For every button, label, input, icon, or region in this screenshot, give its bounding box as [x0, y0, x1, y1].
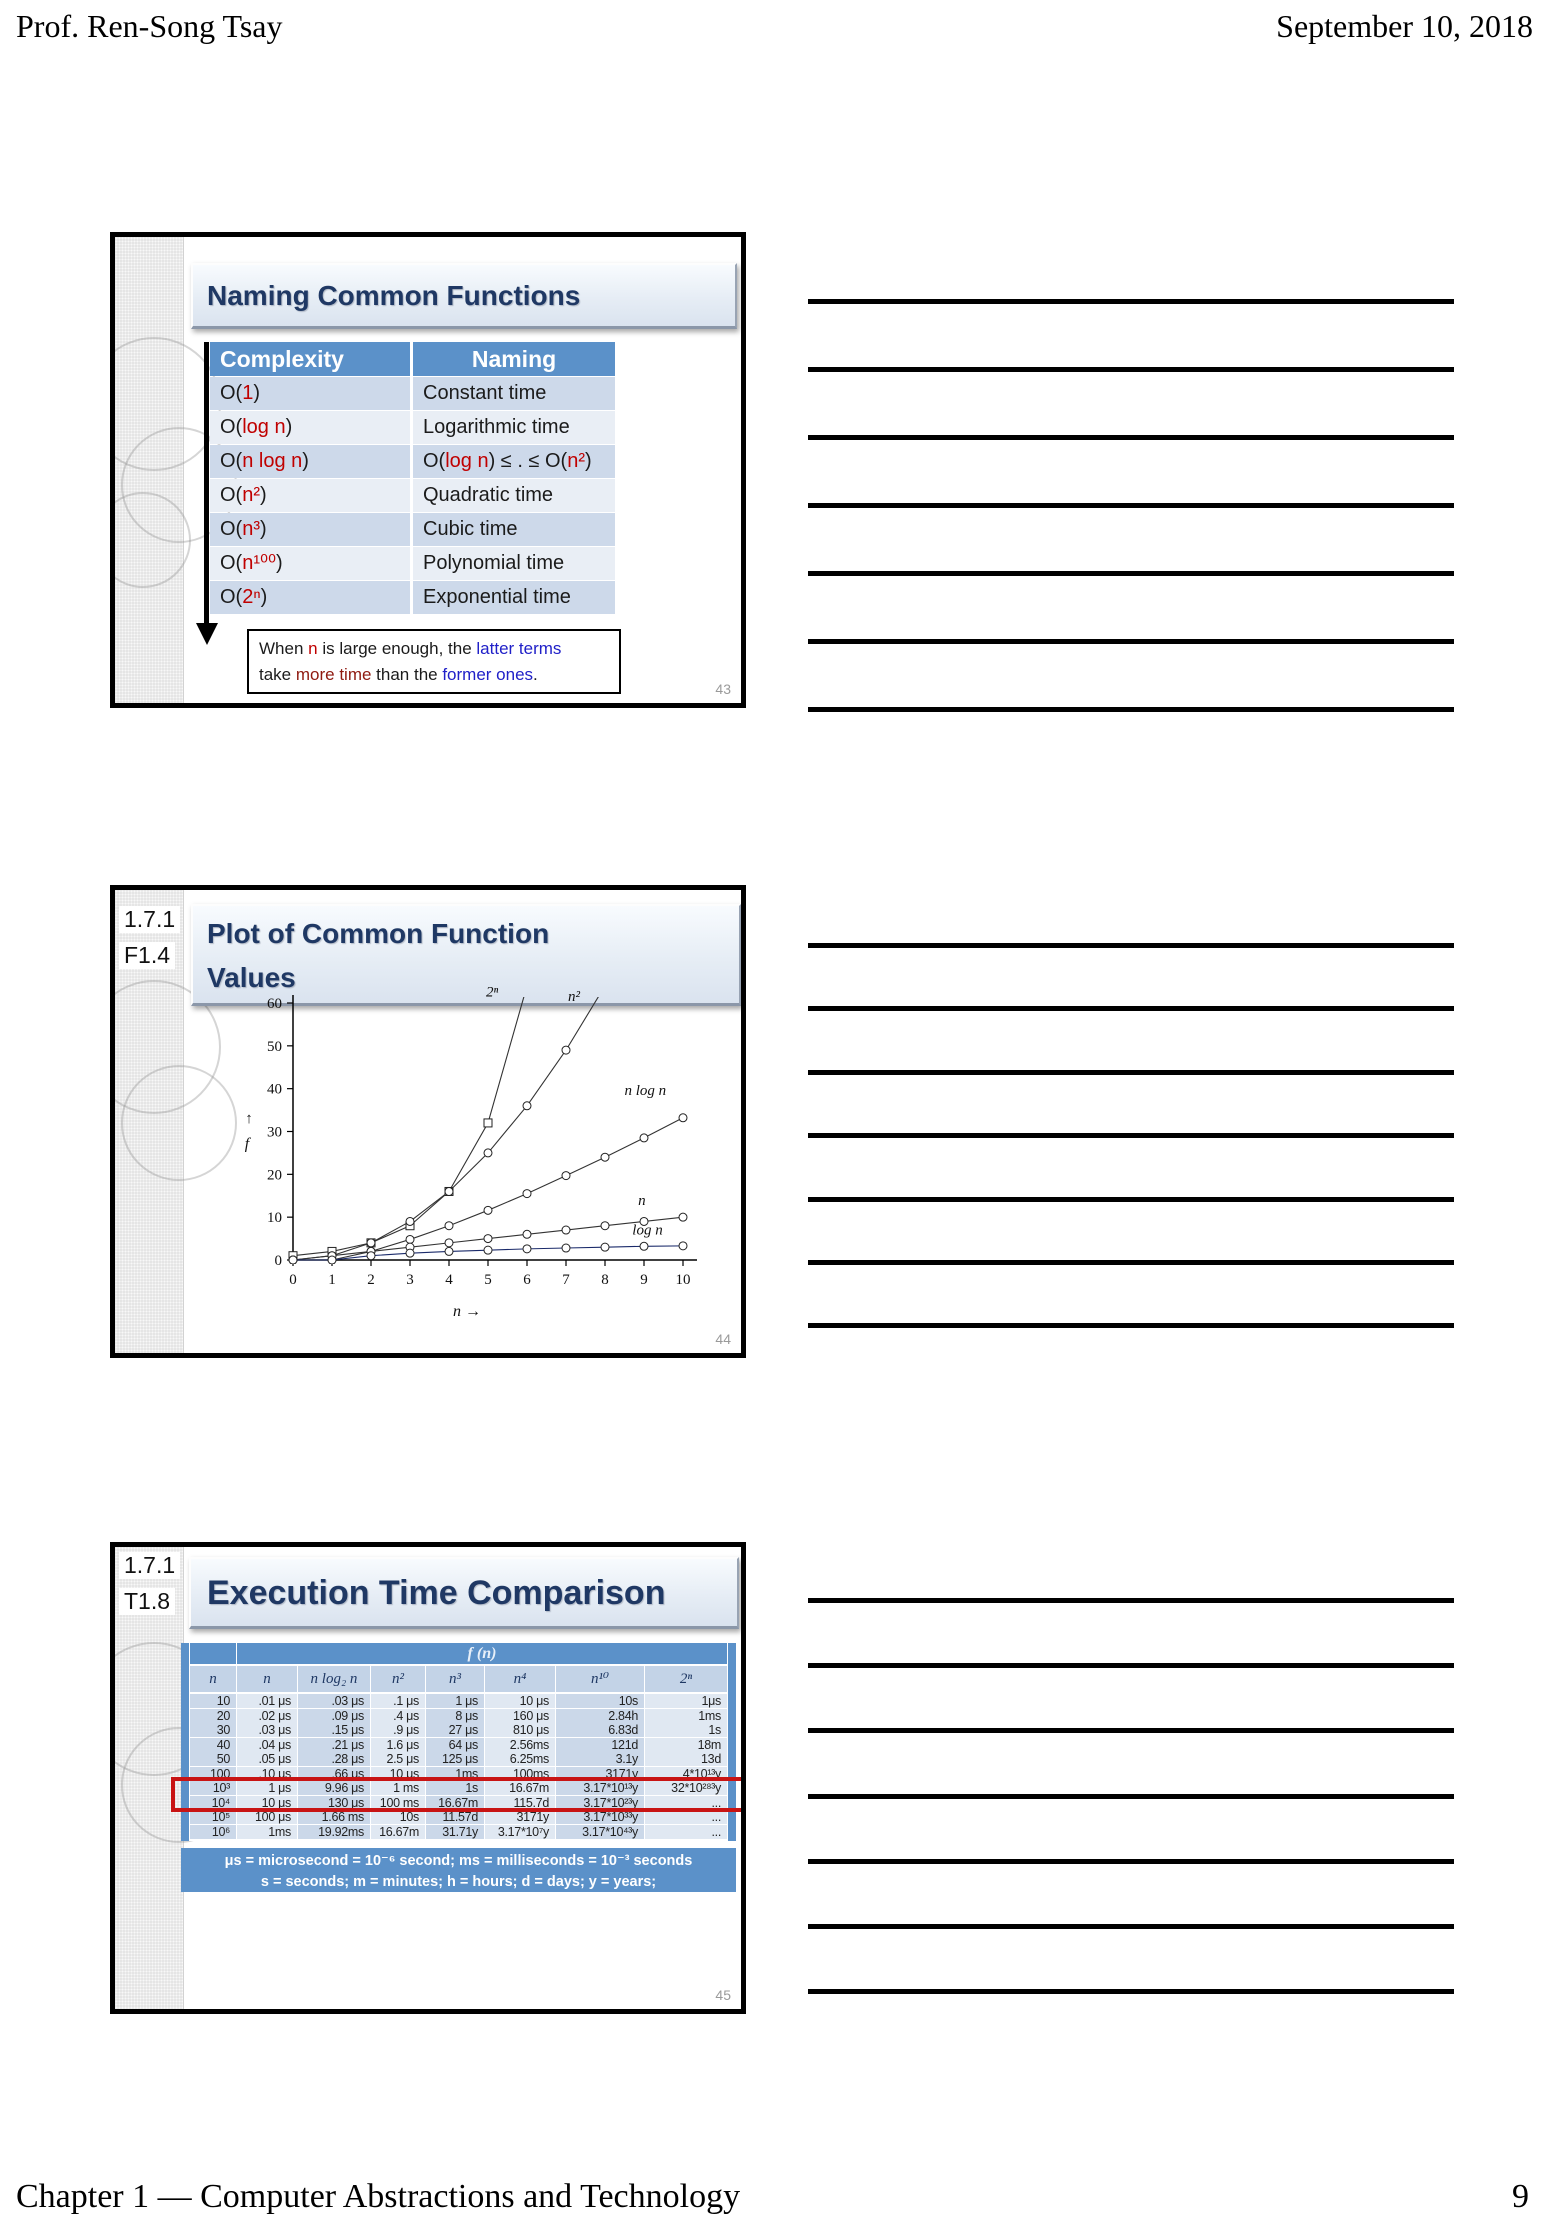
note-line — [808, 1260, 1454, 1265]
data-cell: 50 — [190, 1752, 236, 1766]
text-segment: Exponential time — [423, 586, 571, 608]
svg-text:5: 5 — [484, 1272, 492, 1288]
data-cell: .28 μs — [298, 1752, 370, 1766]
complexity-cell — [210, 513, 410, 546]
data-cell: 3.17*10³³y — [556, 1810, 644, 1824]
column-header: n³ — [426, 1666, 484, 1692]
data-cell: 3.17*10²³y — [556, 1796, 644, 1810]
note-line — [808, 639, 1454, 644]
data-cell: 121d — [556, 1738, 644, 1752]
text-segment: Logarithmic time — [423, 416, 570, 438]
naming-cell — [413, 411, 615, 444]
text-segment: . — [533, 664, 538, 684]
text-segment: O( — [220, 416, 243, 438]
text-segment: take — [259, 664, 296, 684]
note-line — [808, 1006, 1454, 1011]
data-cell: 16.67m — [485, 1781, 555, 1795]
column-header: n² — [371, 1666, 425, 1692]
data-cell: ... — [645, 1796, 727, 1810]
data-cell: ... — [645, 1825, 727, 1839]
page-header-author: Prof. Ren-Song Tsay — [16, 8, 283, 44]
svg-text:↑: ↑ — [245, 1110, 253, 1127]
data-cell: 19.92ms — [298, 1825, 370, 1839]
text-segment: n log n — [242, 450, 303, 472]
note-line — [808, 943, 1454, 948]
data-cell: 3171y — [556, 1767, 644, 1781]
data-cell: 3171y — [485, 1810, 555, 1824]
data-cell: 8 μs — [426, 1709, 484, 1723]
svg-text:f: f — [244, 1135, 250, 1153]
svg-text:20: 20 — [267, 1167, 282, 1184]
data-cell: 115.7d — [485, 1796, 555, 1810]
column-header: n — [190, 1666, 236, 1692]
text-segment: log n — [445, 450, 489, 472]
text-segment: ) — [585, 450, 592, 472]
text-segment: 1 — [242, 382, 254, 404]
svg-text:6: 6 — [523, 1272, 531, 1288]
note-line — [808, 1728, 1454, 1733]
data-cell: 1s — [426, 1781, 484, 1795]
svg-text:40: 40 — [267, 1081, 282, 1098]
data-cell: 13d — [645, 1752, 727, 1766]
note-line — [808, 1989, 1454, 1994]
svg-text:30: 30 — [267, 1124, 282, 1141]
data-cell: 6.25ms — [485, 1752, 555, 1766]
text-segment: ) — [260, 484, 267, 506]
column-header: n⁴ — [485, 1666, 555, 1692]
data-cell: 40 — [190, 1738, 236, 1752]
data-cell: 27 μs — [426, 1723, 484, 1737]
naming-cell — [413, 547, 615, 580]
svg-text:n →: n → — [453, 1303, 481, 1320]
svg-text:9: 9 — [640, 1272, 648, 1288]
data-cell: 10s — [556, 1694, 644, 1708]
data-cell: 10 μs — [485, 1694, 555, 1708]
slide3-title: Execution Time Comparison — [189, 1557, 739, 1629]
complexity-cell — [210, 581, 410, 614]
series-label: n² — [567, 988, 580, 1005]
naming-cell — [413, 581, 615, 614]
column-header: n log₂ n — [298, 1666, 370, 1692]
data-cell: 20 — [190, 1709, 236, 1723]
units-footnote — [181, 1848, 736, 1892]
data-cell: 10⁵ — [190, 1810, 236, 1824]
note-box — [247, 629, 621, 694]
svg-text:10: 10 — [267, 1210, 282, 1227]
section-tag: 1.7.1 — [119, 906, 180, 933]
slide-sidebar-decoration — [115, 237, 184, 703]
complexity-cell — [210, 445, 410, 478]
data-cell: 100 ms — [371, 1796, 425, 1810]
units-footnote-line1: μs = microsecond = 10⁻⁶ second; ms = milliseconds = 10⁻³ seconds — [224, 1853, 693, 1869]
complexity-cell — [210, 547, 410, 580]
note-line — [808, 1133, 1454, 1138]
text-segment: ) — [302, 450, 309, 472]
series-label: log n — [632, 1222, 663, 1239]
series-label: n — [638, 1193, 646, 1210]
text-segment: O( — [220, 382, 243, 404]
text-segment: 2ⁿ — [242, 586, 261, 608]
data-cell: 10 μs — [237, 1796, 297, 1810]
data-cell: 100 — [190, 1767, 236, 1781]
data-cell: 64 μs — [426, 1738, 484, 1752]
text-segment: than the — [371, 664, 443, 684]
note-line — [808, 299, 1454, 304]
text-segment: O( — [220, 518, 243, 540]
svg-text:1: 1 — [328, 1272, 336, 1288]
data-cell: 3.17*10⁴³y — [556, 1825, 644, 1839]
note-line — [808, 1859, 1454, 1864]
note-line — [808, 435, 1454, 440]
text-segment: Polynomial time — [423, 552, 565, 574]
note-line — [808, 1323, 1454, 1328]
table-tag: T1.8 — [119, 1588, 175, 1615]
text-segment: Constant time — [423, 382, 547, 404]
data-cell: .02 μs — [237, 1709, 297, 1723]
note-line — [808, 367, 1454, 372]
decorative-circle — [121, 1065, 237, 1181]
note-line — [808, 571, 1454, 576]
data-cell: 125 μs — [426, 1752, 484, 1766]
table-header-naming: Naming — [413, 342, 615, 376]
page-header-date: September 10, 2018 — [1276, 8, 1533, 44]
slide-number: 45 — [715, 1987, 731, 2003]
data-cell: 6.83d — [556, 1723, 644, 1737]
figure-tag: F1.4 — [119, 942, 175, 969]
text-segment: O( — [423, 450, 446, 472]
text-segment: ) — [260, 518, 267, 540]
data-cell: 18m — [645, 1738, 727, 1752]
slide-number: 43 — [715, 681, 731, 697]
section-tag: 1.7.1 — [119, 1552, 180, 1579]
data-cell: 2.5 μs — [371, 1752, 425, 1766]
column-header: n¹⁰ — [556, 1666, 644, 1692]
note-line — [808, 1197, 1454, 1202]
text-segment: O( — [220, 552, 243, 574]
fn-band-label: f (n) — [237, 1643, 727, 1664]
units-footnote-line2: s = seconds; m = minutes; h = hours; d = days; y = years; — [260, 1874, 657, 1891]
column-header: n — [237, 1666, 297, 1692]
data-cell: .4 μs — [371, 1709, 425, 1723]
slide-plot-of-common-function-values — [110, 885, 746, 1358]
note-line — [808, 1924, 1454, 1929]
data-cell: 2.84h — [556, 1709, 644, 1723]
data-cell: 1ms — [237, 1825, 297, 1839]
svg-text:60: 60 — [267, 996, 282, 1012]
text-segment: log n — [242, 416, 286, 438]
data-cell: .15 μs — [298, 1723, 370, 1737]
fn-band-blank — [190, 1643, 236, 1664]
text-segment: Cubic time — [423, 518, 518, 540]
page-footer-number: 9 — [1512, 2178, 1529, 2215]
note-line — [808, 707, 1454, 712]
note-line — [808, 1663, 1454, 1668]
page-footer-chapter: Chapter 1 — Computer Abstractions and Technology — [16, 2178, 741, 2215]
text-segment: ) — [253, 382, 261, 404]
data-cell: .01 μs — [237, 1694, 297, 1708]
data-cell: 1ms — [645, 1709, 727, 1723]
data-cell: 16.67m — [426, 1796, 484, 1810]
text-segment: When — [259, 639, 309, 658]
data-cell: 1.6 μs — [371, 1738, 425, 1752]
svg-text:8: 8 — [601, 1272, 609, 1288]
slide-execution-time-comparison — [110, 1542, 746, 2014]
data-cell: 1.66 ms — [298, 1810, 370, 1824]
note-line — [808, 503, 1454, 508]
complexity-naming-table — [210, 342, 615, 614]
data-cell: 10s — [371, 1810, 425, 1824]
text-segment: latter terms — [476, 639, 562, 658]
data-cell: .09 μs — [298, 1709, 370, 1723]
data-cell: 9.96 μs — [298, 1781, 370, 1795]
data-cell: .04 μs — [237, 1738, 297, 1752]
note-line — [808, 1598, 1454, 1603]
data-cell: 30 — [190, 1723, 236, 1737]
slide-number: 44 — [715, 1331, 731, 1347]
complexity-cell — [210, 479, 410, 512]
data-cell: 3.1y — [556, 1752, 644, 1766]
svg-text:50: 50 — [267, 1038, 282, 1055]
text-segment: n¹⁰⁰ — [242, 552, 277, 574]
note-line — [808, 1070, 1454, 1075]
data-cell: 1ms — [426, 1767, 484, 1781]
data-cell: 32*10²⁸³y — [645, 1781, 727, 1795]
data-cell: 160 μs — [485, 1709, 555, 1723]
text-segment: ) — [260, 586, 268, 608]
text-segment: ) ≤ . ≤ O( — [488, 450, 568, 472]
data-cell: 16.67m — [371, 1825, 425, 1839]
data-cell: 11.57d — [426, 1810, 484, 1824]
data-cell: .66 μs — [298, 1767, 370, 1781]
data-cell: 10⁶ — [190, 1825, 236, 1839]
text-segment: n² — [567, 450, 586, 472]
text-segment: former ones — [442, 664, 534, 684]
data-cell: .03 μs — [298, 1694, 370, 1708]
data-cell: ... — [645, 1810, 727, 1824]
text-segment: more time — [295, 664, 372, 684]
table-header-complexity: Complexity — [210, 342, 410, 376]
data-cell: 1 ms — [371, 1781, 425, 1795]
data-cell: .1 μs — [371, 1694, 425, 1708]
function-plot — [227, 974, 746, 1346]
data-cell: .9 μs — [371, 1723, 425, 1737]
data-cell: 10 μs — [371, 1767, 425, 1781]
text-segment: n³ — [242, 518, 261, 540]
data-cell: 2.56ms — [485, 1738, 555, 1752]
data-cell: 1 μs — [237, 1781, 297, 1795]
data-cell: 4*10¹³y — [645, 1767, 727, 1781]
data-cell: .03 μs — [237, 1723, 297, 1737]
text-segment: is large enough, the — [317, 639, 477, 658]
text-segment: ) — [285, 416, 293, 438]
down-arrow-icon — [196, 623, 218, 645]
slide2-title-line1: Plot of Common Function — [207, 918, 550, 949]
slide1-title: Naming Common Functions — [191, 263, 737, 329]
svg-text:10: 10 — [675, 1272, 691, 1288]
data-cell: 10³ — [190, 1781, 236, 1795]
svg-text:7: 7 — [562, 1272, 570, 1288]
data-cell: 130 μs — [298, 1796, 370, 1810]
svg-text:0: 0 — [289, 1272, 297, 1288]
note-line — [808, 1794, 1454, 1799]
data-cell: 810 μs — [485, 1723, 555, 1737]
svg-text:4: 4 — [445, 1272, 453, 1288]
data-cell: 1s — [645, 1723, 727, 1737]
svg-text:2: 2 — [367, 1272, 375, 1288]
slide2-title-line2: Values — [207, 962, 296, 994]
data-cell: 3.17*10⁷y — [485, 1825, 555, 1839]
text-segment: O( — [220, 586, 243, 608]
text-segment: O( — [220, 450, 243, 472]
naming-cell — [413, 513, 615, 546]
data-cell: 100ms — [485, 1767, 555, 1781]
naming-cell — [413, 479, 615, 512]
data-cell: 1 μs — [426, 1694, 484, 1708]
series-label: 2ⁿ — [486, 984, 499, 1001]
data-cell: 10 — [190, 1694, 236, 1708]
text-segment: n² — [242, 484, 261, 506]
naming-cell — [413, 377, 615, 410]
data-cell: .10 μs — [237, 1767, 297, 1781]
complexity-cell — [210, 411, 410, 444]
text-segment: ) — [276, 552, 283, 574]
column-header: 2ⁿ — [645, 1666, 727, 1692]
naming-cell — [413, 445, 615, 478]
data-cell: 10⁴ — [190, 1796, 236, 1810]
text-segment: n — [308, 639, 318, 658]
complexity-cell — [210, 377, 410, 410]
data-cell: .21 μs — [298, 1738, 370, 1752]
data-cell: .05 μs — [237, 1752, 297, 1766]
data-cell: 3.17*10¹³y — [556, 1781, 644, 1795]
down-arrow-icon — [204, 342, 209, 624]
svg-text:0: 0 — [274, 1253, 282, 1269]
text-segment: O( — [220, 484, 243, 506]
highlight-red-box — [171, 1777, 746, 1812]
data-cell: 31.71y — [426, 1825, 484, 1839]
svg-text:3: 3 — [406, 1272, 414, 1288]
data-cell: 1μs — [645, 1694, 727, 1708]
text-segment: Quadratic time — [423, 484, 554, 506]
slide-naming-common-functions — [110, 232, 746, 708]
data-cell: 100 μs — [237, 1810, 297, 1824]
series-label: n log n — [624, 1083, 667, 1100]
